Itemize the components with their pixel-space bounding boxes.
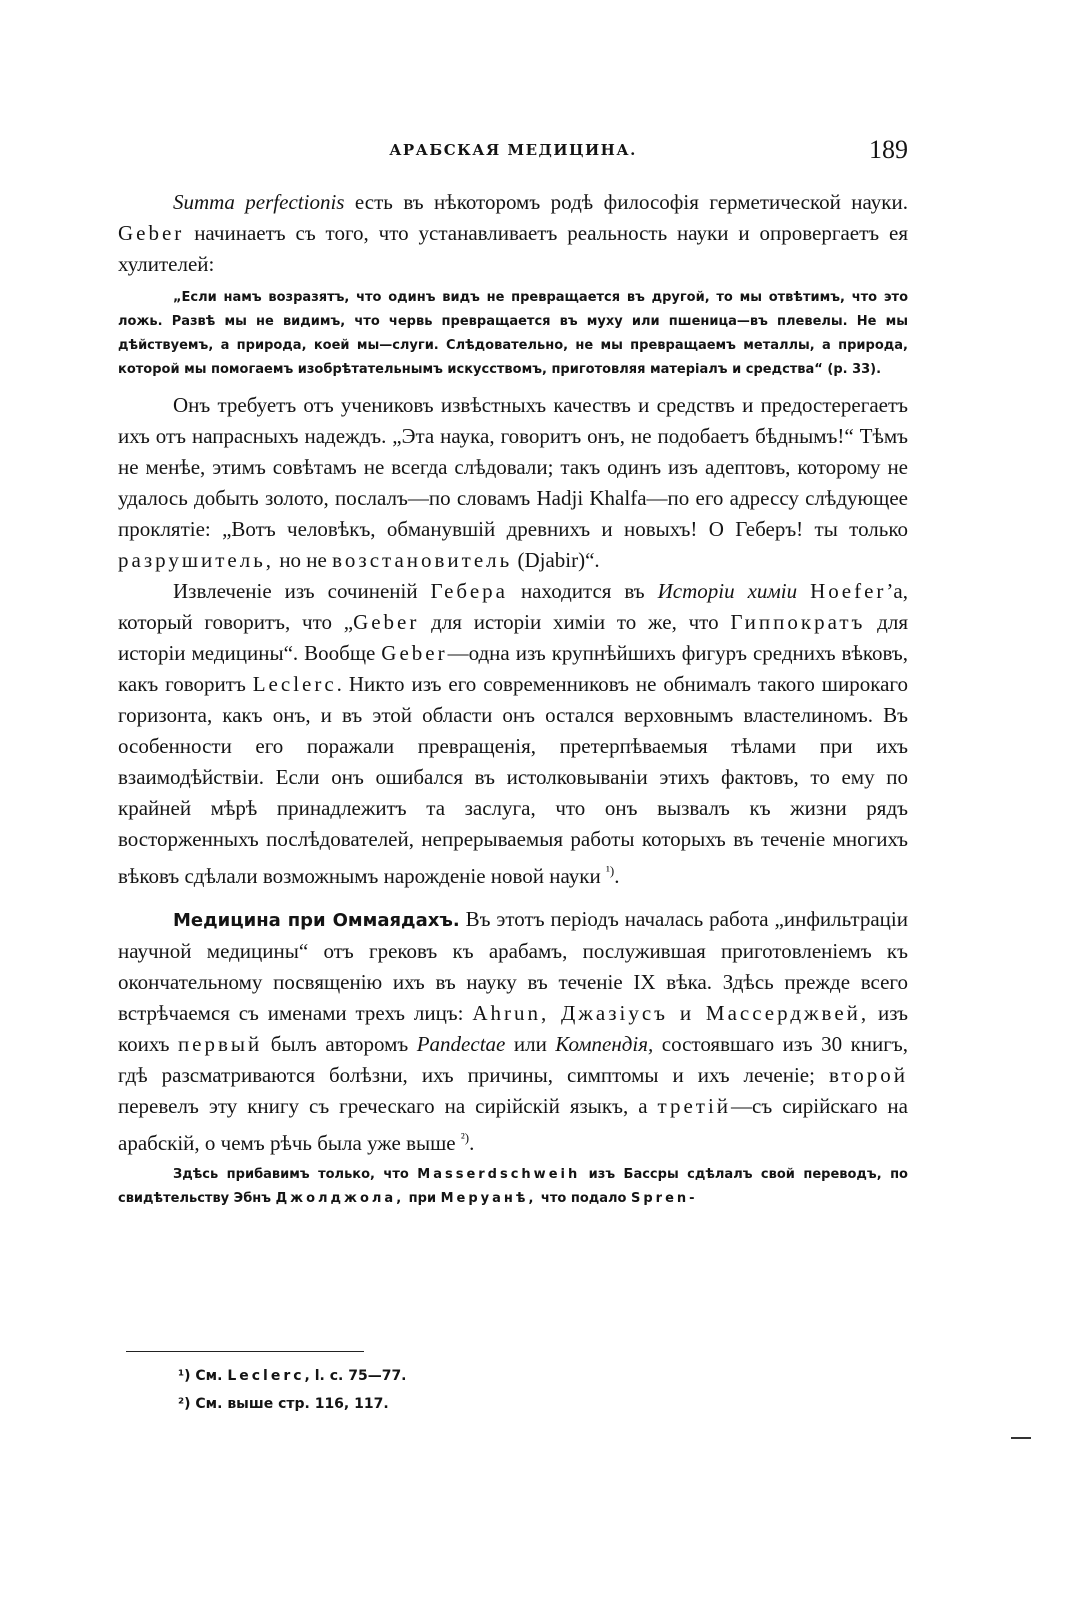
text-run: или <box>505 1032 556 1056</box>
text-run: . <box>469 1131 475 1155</box>
spaced-word: Leclerc <box>252 672 337 696</box>
italic-title: Исторіи химіи <box>657 579 798 603</box>
body-text <box>118 187 908 1219</box>
text-run: Извлеченіе изъ сочиненій <box>173 579 431 603</box>
footnote-2 <box>178 1390 878 1418</box>
text-run: для исторіи медицины“. Вообще <box>118 610 908 665</box>
margin-dash <box>1011 1437 1031 1439</box>
footnote-ref: ²) <box>460 1130 470 1145</box>
paragraph-hoefer <box>118 576 908 892</box>
footnotes <box>178 1362 878 1418</box>
running-title: АРАБСКАЯ МЕДИЦИНА. <box>389 141 637 159</box>
text-run: Здѣсь прибавимъ только, что <box>173 1167 418 1182</box>
text-run: изъ Бассры сдѣлалъ свой переводъ, по свидѣтельству Эбнъ <box>118 1167 908 1206</box>
footnote-1 <box>178 1362 878 1390</box>
paragraph-summa <box>118 187 908 280</box>
spaced-word: Ahrun, Джазіусъ и Массерджвей, <box>472 1001 870 1025</box>
footnote-ref: ¹) <box>605 863 615 878</box>
spaced-word: Leclerc <box>227 1368 305 1384</box>
text-run: —съ сирійскаго на арабскій, о чемъ рѣчь была уже выше <box>118 1094 908 1155</box>
footnote-rule <box>126 1351 364 1352</box>
page-number: 189 <box>869 135 908 164</box>
spaced-word: Джолджола, <box>275 1191 405 1206</box>
spaced-word: Гебера <box>430 579 508 603</box>
spaced-word: возстановитель <box>332 548 513 572</box>
spaced-word: разрушитель, <box>118 548 275 572</box>
text-run: изъ коихъ <box>118 1001 908 1056</box>
text-run: Онъ требуетъ отъ учениковъ извѣстныхъ качествъ и средствъ и предостерегаетъ ихъ отъ напрасныхъ надеждъ. „Эта наука, говоритъ онъ, не подобаетъ бѣднымъ!“ Тѣмъ не менѣе, этимъ совѣтамъ не всегда слѣдовали; такъ одинъ изъ адептовъ, которому не удалось добыть золото, послалъ—по словамъ Hadji Khalfa—по его адрессу слѣдующее проклятіе: „Вотъ человѣкъ, обманувшій древнихъ и новыхъ! О Геберъ! ты только <box>118 393 908 541</box>
section-heading: Медицина при Оммаядахъ. <box>173 910 460 931</box>
text-run: . <box>614 864 620 888</box>
text-run: ’а, который говоритъ, что „ <box>118 579 908 634</box>
footnote-mark: ¹) <box>178 1368 191 1384</box>
spaced-word: Меруанѣ, <box>440 1191 537 1206</box>
spaced-word: Hoefer <box>810 579 887 603</box>
text-run: при <box>404 1191 441 1206</box>
text-run: находится въ <box>507 579 658 603</box>
text-run: но не <box>274 548 333 572</box>
text-run: Въ этотъ періодъ началась работа „инфильтраціи научной медицины“ отъ грековъ къ арабамъ, послужившая приготовленіемъ къ окончательному посвященію ихъ въ науку въ теченіе IX вѣка. Здѣсь прежде всего встрѣчаемся съ именами трехъ лицъ: <box>118 907 908 1025</box>
title-italic: Summa perfectionis <box>173 190 345 214</box>
spaced-word: второй <box>828 1063 908 1087</box>
paragraph-students <box>118 390 908 576</box>
text-run: состоявшаго изъ 30 книгъ, гдѣ разсматриваются болѣзни, ихъ причины, симптомы и ихъ леченіе; <box>118 1032 908 1087</box>
text-run: перевелъ эту книгу съ греческаго на сирійскій языкъ, а <box>118 1094 658 1118</box>
spaced-word: Masserdschweih <box>417 1167 581 1182</box>
name-spaced: Geber <box>118 221 185 245</box>
paragraph-umayyads <box>118 904 908 1159</box>
page-header <box>118 135 908 175</box>
quotation-block: „Если намъ возразятъ, что одинъ видъ не превращается въ другой, то мы отвѣтимъ, что это ложь. Развѣ мы не видимъ, что червь превращается въ муху или пшеница—въ плевелы. Не мы дѣйствуемъ, а природа, коей мы—слуги. Слѣдовательно, не мы превращаемъ металлы, а природа, которой мы помогаемъ изобрѣтательнымъ искусствомъ, приготовляя матеріалъ и средства“ (р. 33). <box>118 290 908 377</box>
text-run: начинаетъ съ того, что устанавливаетъ реальность науки и опровергаетъ ея хулителей: <box>118 221 908 276</box>
spaced-word: первый <box>177 1032 263 1056</box>
spaced-word: Гиппократъ <box>730 610 866 634</box>
note-paragraph <box>118 1163 908 1211</box>
spaced-word: Geber <box>381 641 448 665</box>
italic-title: Компендія, <box>555 1032 654 1056</box>
spaced-word: Geber <box>353 610 420 634</box>
text-run: . Никто изъ его современниковъ не обнималъ такого широкаго горизонта, какъ онъ, и въ этой области онъ остался верховнымъ властелиномъ. Въ особенности его поражали превращенія, претерпѣваемыя тѣлами при ихъ взаимодѣйствіи. Если онъ ошибался въ истолковываніи этихъ фактовъ, то ему по крайней мѣрѣ принадлежитъ та заслуга, что онъ вызвалъ къ жизни рядъ восторженныхъ послѣдователей, непрерываемыя работы которыхъ въ теченіе многихъ вѣковъ сдѣлали возможнымъ нарожденіе новой науки <box>118 672 908 888</box>
text-run: что подало <box>536 1191 631 1206</box>
text-run: есть въ нѣкоторомъ родѣ философія герметической науки. <box>344 190 908 214</box>
text-run: былъ авторомъ <box>262 1032 417 1056</box>
text-run: —одна изъ крупнѣйшихъ фигуръ среднихъ вѣковъ, какъ говоритъ <box>118 641 908 696</box>
italic-title: Pandectae <box>416 1032 506 1056</box>
text-run: (Djabir)“. <box>512 548 600 572</box>
footnote-text: См. выше стр. 116, 117. <box>190 1396 389 1412</box>
footnote-text: См. <box>190 1368 228 1384</box>
footnote-mark: ²) <box>178 1396 191 1412</box>
footnote-text: , l. c. 75—77. <box>304 1368 407 1384</box>
spaced-word: Spren- <box>631 1191 698 1206</box>
spaced-word: третій <box>657 1094 732 1118</box>
text-run: для исторіи химіи то же, что <box>419 610 731 634</box>
